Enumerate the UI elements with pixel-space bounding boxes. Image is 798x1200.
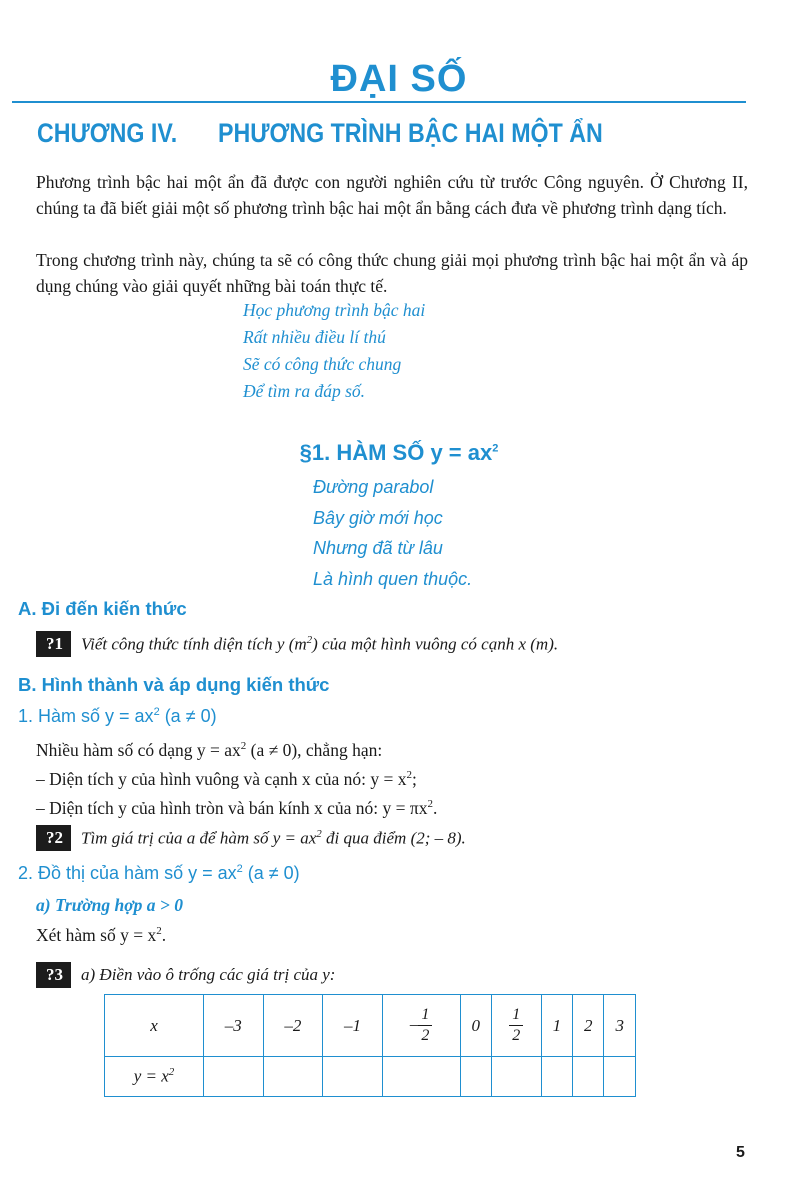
body-line: – Diện tích y của hình tròn và bán kính x của nó: $y = \pi x^2$.	[36, 797, 438, 818]
question-text: a) Điền vào ô trống các giá trị của y:	[81, 965, 336, 984]
question-label: ?2	[36, 825, 71, 851]
poem-1-line: Học phương trình bậc hai	[243, 300, 426, 320]
subsection-1-heading: 1. Hàm số $y = ax^2$ (a ≠ 0)	[18, 706, 217, 726]
table-cell: 1	[541, 995, 572, 1057]
table-cell-empty[interactable]	[573, 1057, 604, 1097]
poem-1-line: Sẽ có công thức chung	[243, 354, 402, 374]
part-b-heading: B. Hình thành và áp dụng kiến thức	[18, 674, 330, 695]
table-cell-empty[interactable]	[263, 1057, 323, 1097]
question-text: Tìm giá trị của a để hàm số $y = ax^2$ đi qua điểm (2; – 8).	[81, 827, 466, 848]
consider-line: Xét hàm số $y = x^2$.	[36, 924, 167, 945]
title-divider	[12, 101, 746, 103]
body-line: – Diện tích y của hình vuông và cạnh x của nó: $y = x^2$;	[36, 768, 417, 789]
table-cell: 3	[604, 995, 636, 1057]
poem-1-line: Để tìm ra đáp số.	[243, 381, 366, 401]
question-3	[36, 962, 335, 988]
table-cell-frac-neg: – $\frac{1}{2}$	[382, 995, 460, 1057]
table-head-x: x	[105, 995, 204, 1057]
table-cell-empty[interactable]	[323, 1057, 383, 1097]
chapter-title: PHƯƠNG TRÌNH BẬC HAI MỘT ẨN	[218, 118, 603, 148]
value-table	[104, 994, 636, 1097]
table-cell: –3	[204, 995, 264, 1057]
body-line: Nhiều hàm số có dạng $y = ax^2$ (a ≠ 0), chẳng hạn:	[36, 739, 383, 760]
poem-1	[243, 297, 425, 405]
table-cell-empty[interactable]	[491, 1057, 541, 1097]
poem-2	[313, 472, 472, 594]
table-cell-empty[interactable]	[460, 1057, 491, 1097]
table-row-x	[105, 995, 636, 1057]
section-title: §1. HÀM SỐ $y = ax^2$	[299, 440, 499, 465]
table-cell-empty[interactable]	[204, 1057, 264, 1097]
table-cell: 0	[460, 995, 491, 1057]
subsection-1-body	[36, 734, 437, 820]
part-a-heading: A. Đi đến kiến thức	[18, 598, 187, 619]
question-2	[36, 825, 466, 851]
subsection-2-heading: 2. Đồ thị của hàm số $y = ax^2$ (a ≠ 0)	[18, 863, 300, 883]
question-text: Viết công thức tính diện tích y $(m^2)$ của một hình vuông có cạnh x (m).	[81, 633, 559, 654]
poem-2-line: Là hình quen thuộc.	[313, 568, 473, 589]
poem-2-line: Đường parabol	[313, 477, 434, 497]
case-a-heading: a) Trường hợp a > 0	[36, 895, 184, 915]
poem-2-line: Nhưng đã từ lâu	[313, 538, 443, 558]
poem-1-line: Rất nhiều điều lí thú	[243, 327, 386, 347]
poem-2-line: Bây giờ mới học	[313, 507, 443, 528]
table-cell-frac-pos: $\frac{1}{2}$	[491, 995, 541, 1057]
table-cell-empty[interactable]	[382, 1057, 460, 1097]
page-title: ĐẠI SỐ	[330, 58, 468, 100]
table-cell-empty[interactable]	[604, 1057, 636, 1097]
intro-paragraph-1: Phương trình bậc hai một ẩn đã được con người nghiên cứu từ trước Công nguyên. Ở Chương II, chúng ta đã biết giải một số phương trình bậc hai một ẩn bằng cách đưa về phương trình dạng tích.	[36, 172, 748, 218]
chapter-number: CHƯƠNG IV.	[37, 118, 178, 148]
table-row-y	[105, 1057, 636, 1097]
table-cell-empty[interactable]	[541, 1057, 572, 1097]
table-cell: –1	[323, 995, 383, 1057]
table-cell: –2	[263, 995, 323, 1057]
intro-paragraph-2: Trong chương trình này, chúng ta sẽ có công thức chung giải mọi phương trình bậc hai một ẩn và áp dụng chúng vào giải quyết những bài toán thực tế.	[36, 250, 748, 296]
table-head-y: $y = x^2$	[105, 1057, 204, 1097]
question-label: ?3	[36, 962, 71, 988]
question-label: ?1	[36, 631, 71, 657]
question-1	[36, 631, 558, 657]
table-cell: 2	[573, 995, 604, 1057]
page-number: 5	[736, 1144, 745, 1161]
